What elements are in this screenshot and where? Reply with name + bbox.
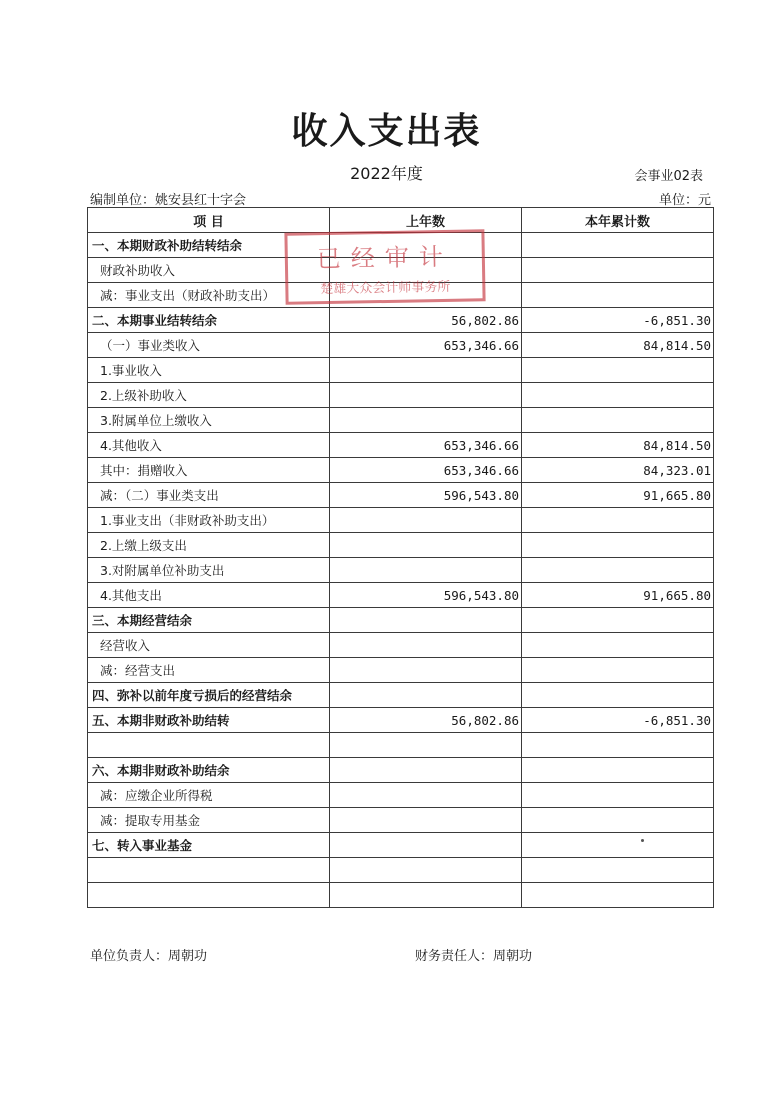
row-prev-year-value <box>330 808 522 833</box>
table-row <box>88 383 714 408</box>
table-row <box>88 858 714 883</box>
row-prev-year-value <box>330 733 522 758</box>
row-current-year-value <box>522 558 714 583</box>
row-item-label <box>88 883 330 908</box>
row-current-year-value <box>522 658 714 683</box>
row-current-year-value: 91,665.80 <box>522 583 714 608</box>
row-current-year-value <box>522 783 714 808</box>
row-item-label: 经营收入 <box>88 633 330 658</box>
table-row <box>88 683 714 708</box>
row-current-year-value <box>522 883 714 908</box>
row-item-label: （一）事业类收入 <box>88 333 330 358</box>
row-item-label: 3.对附属单位补助支出 <box>88 558 330 583</box>
row-item-label: 4.其他支出 <box>88 583 330 608</box>
row-item-label: 3.附属单位上缴收入 <box>88 408 330 433</box>
row-current-year-value <box>522 758 714 783</box>
row-item-label: 1.事业收入 <box>88 358 330 383</box>
table-row <box>88 658 714 683</box>
row-prev-year-value <box>330 558 522 583</box>
row-item-label: 1.事业支出（非财政补助支出） <box>88 508 330 533</box>
audit-stamp <box>284 229 485 304</box>
row-prev-year-value: 653,346.66 <box>330 333 522 358</box>
table-row <box>88 608 714 633</box>
income-expense-table <box>87 207 714 908</box>
table-row <box>88 433 714 458</box>
row-item-label: 2.上级补助收入 <box>88 383 330 408</box>
unit-head-signature: 单位负责人：周朝功 <box>90 949 208 964</box>
row-current-year-value <box>522 733 714 758</box>
finance-head-signature: 财务责任人：周朝功 <box>415 949 533 964</box>
table-row <box>88 533 714 558</box>
row-prev-year-value <box>330 658 522 683</box>
row-prev-year-value <box>330 783 522 808</box>
row-prev-year-value <box>330 533 522 558</box>
row-prev-year-value <box>330 358 522 383</box>
row-prev-year-value <box>330 833 522 858</box>
audit-stamp-title: 已经审计 <box>316 242 454 274</box>
row-item-label: 4.其他收入 <box>88 433 330 458</box>
row-prev-year-value: 56,802.86 <box>330 708 522 733</box>
table-header-row <box>88 208 714 233</box>
row-prev-year-value <box>330 883 522 908</box>
table-row <box>88 483 714 508</box>
row-current-year-value <box>522 633 714 658</box>
table-row <box>88 833 714 858</box>
row-current-year-value: 91,665.80 <box>522 483 714 508</box>
table-row <box>88 358 714 383</box>
row-prev-year-value: 596,543.80 <box>330 583 522 608</box>
row-current-year-value: 84,323.01 <box>522 458 714 483</box>
row-prev-year-value: 653,346.66 <box>330 458 522 483</box>
column-header-item: 项 目 <box>88 208 330 233</box>
table-row <box>88 583 714 608</box>
row-current-year-value <box>522 383 714 408</box>
row-current-year-value <box>522 858 714 883</box>
row-item-label <box>88 733 330 758</box>
row-item-label <box>88 858 330 883</box>
audit-stamp-firm: 楚雄大众会计师事务所 <box>320 279 451 298</box>
row-item-label: 2.上缴上级支出 <box>88 533 330 558</box>
row-item-label: 减：应缴企业所得税 <box>88 783 330 808</box>
row-item-label: 减：（二）事业类支出 <box>88 483 330 508</box>
row-item-label: 三、本期经营结余 <box>88 608 330 633</box>
row-current-year-value: -6,851.30 <box>522 708 714 733</box>
row-current-year-value <box>522 258 714 283</box>
table-row <box>88 783 714 808</box>
row-item-label: 减：经营支出 <box>88 658 330 683</box>
preparing-unit: 编制单位：姚安县红十字会 <box>90 193 247 208</box>
row-current-year-value <box>522 533 714 558</box>
row-current-year-value <box>522 233 714 258</box>
row-current-year-value <box>522 358 714 383</box>
row-current-year-value: 84,814.50 <box>522 433 714 458</box>
table-row <box>88 758 714 783</box>
row-prev-year-value: 653,346.66 <box>330 433 522 458</box>
report-title: 收入支出表 <box>291 111 482 152</box>
form-code: 会事业02表 <box>634 169 703 184</box>
row-prev-year-value: 596,543.80 <box>330 483 522 508</box>
row-prev-year-value <box>330 758 522 783</box>
table-row <box>88 308 714 333</box>
row-item-label: 四、弥补以前年度亏损后的经营结余 <box>88 683 330 708</box>
row-item-label: 五、本期非财政补助结转 <box>88 708 330 733</box>
row-prev-year-value <box>330 608 522 633</box>
row-prev-year-value <box>330 508 522 533</box>
currency-unit: 单位：元 <box>658 193 711 208</box>
row-prev-year-value <box>330 858 522 883</box>
table-row <box>88 408 714 433</box>
row-current-year-value <box>522 508 714 533</box>
row-item-label: 二、本期事业结转结余 <box>88 308 330 333</box>
row-current-year-value <box>522 408 714 433</box>
row-current-year-value <box>522 283 714 308</box>
row-item-label: 其中：捐赠收入 <box>88 458 330 483</box>
report-year: 2022年度 <box>350 164 423 183</box>
table-row <box>88 733 714 758</box>
row-item-label: 减：提取专用基金 <box>88 808 330 833</box>
row-current-year-value: 84,814.50 <box>522 333 714 358</box>
table-row <box>88 458 714 483</box>
speck <box>641 839 644 842</box>
table-row <box>88 508 714 533</box>
row-prev-year-value: 56,802.86 <box>330 308 522 333</box>
row-item-label: 六、本期非财政补助结余 <box>88 758 330 783</box>
row-current-year-value <box>522 833 714 858</box>
row-item-label: 减：事业支出（财政补助支出） <box>88 283 330 308</box>
column-header-current-year: 本年累计数 <box>522 208 714 233</box>
table-row <box>88 808 714 833</box>
row-item-label: 一、本期财政补助结转结余 <box>88 233 330 258</box>
row-item-label: 财政补助收入 <box>88 258 330 283</box>
row-prev-year-value <box>330 633 522 658</box>
row-current-year-value <box>522 608 714 633</box>
table-row <box>88 633 714 658</box>
table-row <box>88 708 714 733</box>
row-prev-year-value <box>330 408 522 433</box>
table-row <box>88 558 714 583</box>
column-header-prev-year: 上年数 <box>330 208 522 233</box>
table-row <box>88 883 714 908</box>
table-row <box>88 333 714 358</box>
row-prev-year-value <box>330 683 522 708</box>
row-current-year-value <box>522 808 714 833</box>
row-current-year-value <box>522 683 714 708</box>
row-item-label: 七、转入事业基金 <box>88 833 330 858</box>
row-prev-year-value <box>330 383 522 408</box>
row-current-year-value: -6,851.30 <box>522 308 714 333</box>
